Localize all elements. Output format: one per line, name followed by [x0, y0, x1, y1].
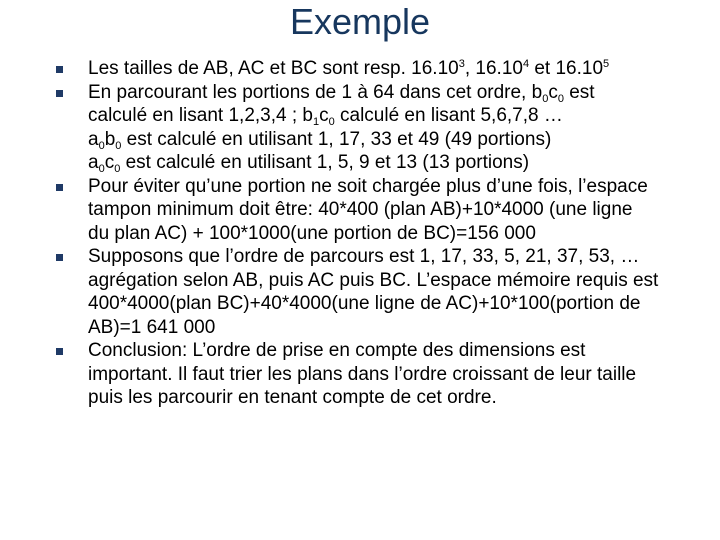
bullet-text-line: tampon minimum doit être: 40*400 (plan AB)+10*4000 (une ligne	[88, 199, 633, 220]
bullet-text-line: agrégation selon AB, puis AC puis BC. L’espace mémoire requis est	[88, 269, 659, 291]
bullet-text-line: $a_0c_0$ est calculé en utilisant 1, 5, 9 et 13 (13 portions)	[88, 152, 530, 175]
bullet-item	[56, 175, 684, 246]
superscript: 4	[522, 58, 530, 70]
bullet-text-line: $a_0b_0$ est calculé en utilisant 1, 17, 33 et 49 (49 portions)	[88, 128, 552, 152]
subscript: 0	[98, 163, 105, 175]
subscript: 0	[115, 139, 122, 152]
bullet-text-line: du plan AC) + 100*1000(une portion de BC)=156 000	[88, 222, 536, 244]
bullet-square-icon	[56, 348, 63, 355]
subscript: 0	[98, 139, 105, 152]
bullet-square-icon	[56, 254, 63, 261]
subscript: 0	[328, 116, 335, 128]
superscript: 5	[603, 58, 610, 70]
bullet-square-icon	[56, 184, 63, 191]
subscript: 1	[312, 116, 320, 128]
superscript: 3	[458, 58, 465, 70]
bullet-text-line: Conclusion: L’ordre de prise en compte des dimensions est	[88, 340, 586, 361]
subscript: 0	[114, 163, 121, 175]
bullet-text-line: calculé en lisant 1,2,3,4 ; $b_1c_0$ calculé en lisant 5,6,7,8 …	[88, 105, 563, 128]
slide-title: Exemple	[289, 1, 431, 42]
bullet-text-line: Les tailles de AB, AC et BC sont resp. 16.10$^3$, 16.10$^4$ et 16.10$^5$	[88, 58, 610, 79]
bullet-text-line: AB)=1 641 000	[88, 316, 216, 338]
subscript: 0	[542, 92, 549, 105]
bullet-text-line: Supposons que l’ordre de parcours est 1, 17, 33, 5, 21, 37, 53, …	[88, 246, 640, 267]
bullet-text-line: En parcourant les portions de 1 à 64 dans cet ordre, $b_0c_0$ est	[88, 81, 595, 105]
bullet-item	[56, 339, 684, 410]
bullet-item	[56, 81, 684, 175]
bullet-text-line: puis les parcourir en tenant compte de cet ordre.	[88, 387, 497, 408]
bullet-item	[56, 57, 684, 81]
subscript: 0	[557, 92, 564, 105]
bullet-square-icon	[56, 90, 63, 97]
bullet-text-line: Pour éviter qu’une portion ne soit chargée plus d’une fois, l’espace	[88, 175, 648, 197]
bullet-list	[56, 57, 684, 410]
bullet-text-line: important. Il faut trier les plans dans l’ordre croissant de leur taille	[88, 363, 637, 385]
bullet-item	[56, 245, 684, 339]
bullet-text-line: 400*4000(plan BC)+40*4000(une ligne de AC)+10*100(portion de	[88, 293, 641, 314]
bullet-square-icon	[56, 66, 63, 73]
